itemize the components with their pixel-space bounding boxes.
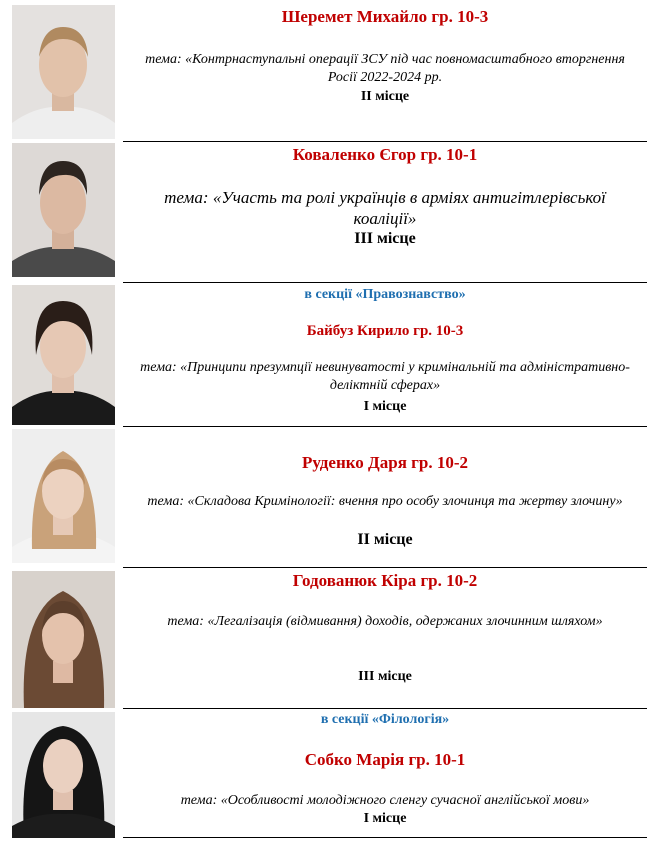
entry-text <box>123 285 647 425</box>
divider <box>123 426 647 427</box>
entry-text <box>123 712 647 838</box>
student-photo <box>12 5 115 139</box>
topic-text: тема: «Участь та ролі українців в арміях антигітлерівської коаліції» <box>164 188 606 228</box>
topic-text: тема: «Контрнаступальні операції ЗСУ під час повномасштабного вторгнення Росії 2022-2024 рр. <box>145 52 625 85</box>
place-text: II місце <box>360 89 410 104</box>
section-heading: в секції «Правознавство» <box>304 287 466 302</box>
place-text: III місце <box>358 669 412 684</box>
entry-text <box>123 429 647 567</box>
topic-text: тема: «Особливості молодіжного сленгу сучасної англійської мови» <box>180 793 590 808</box>
entry-text <box>123 571 647 709</box>
student-name: Собко Марія гр. 10-1 <box>304 750 466 769</box>
divider <box>123 837 647 838</box>
place-text: I місце <box>363 399 407 414</box>
divider <box>123 141 647 142</box>
topic-text: тема: «Легалізація (відмивання) доходів, одержаних злочинним шляхом» <box>167 614 603 629</box>
student-photo <box>12 429 115 563</box>
student-name: Байбуз Кирило гр. 10-3 <box>306 323 464 339</box>
topic-text: тема: «Складова Кримінології: вчення про особу злочинця та жертву злочину» <box>147 494 623 509</box>
section-heading: в секції «Філологія» <box>320 712 450 727</box>
place-text: II місце <box>357 531 413 548</box>
place-text: III місце <box>354 230 416 247</box>
entry-text <box>123 143 647 281</box>
student-name: Коваленко Єгор гр. 10-1 <box>292 145 478 164</box>
entry-text <box>123 5 647 140</box>
topic-text: тема: «Принципи презумпції невинуватості у кримінальній та адміністративно-деліктній сферах» <box>140 360 630 393</box>
divider <box>123 567 647 568</box>
divider <box>123 708 647 709</box>
student-photo <box>12 712 115 838</box>
student-photo <box>12 143 115 277</box>
student-photo <box>12 571 115 708</box>
student-name: Годованюк Кіра гр. 10-2 <box>292 571 478 590</box>
divider <box>123 282 647 283</box>
student-photo <box>12 285 115 425</box>
place-text: I місце <box>363 811 407 826</box>
student-name: Руденко Даря гр. 10-2 <box>301 453 468 472</box>
student-name: Шеремет Михайло гр. 10-3 <box>281 7 489 26</box>
